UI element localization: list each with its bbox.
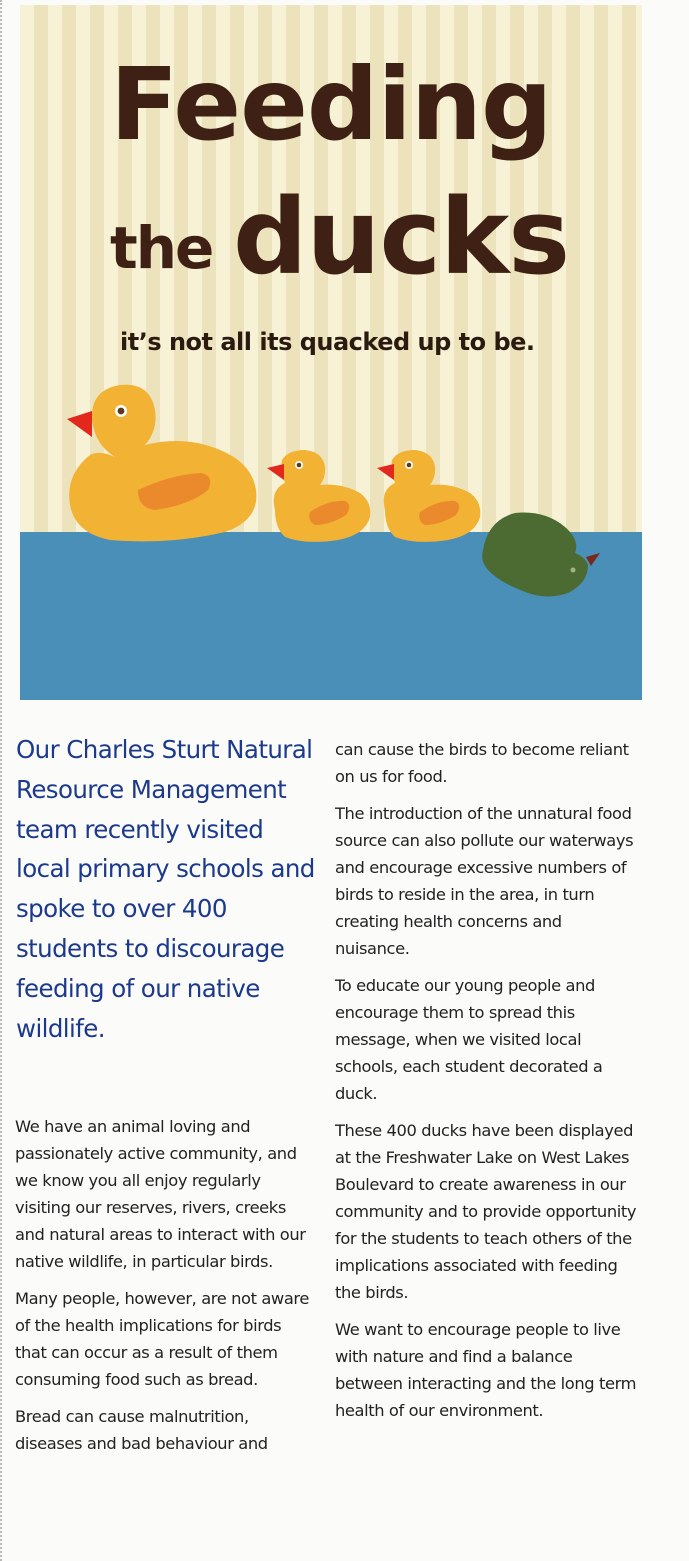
poster-title-ducks: ducks (233, 176, 570, 298)
paragraph: We have an animal loving and passionately active community, and we know you all enjoy regularly visiting our reserves, rivers, creeks and natural areas to interact with our native wildlife, in particular birds. (15, 1117, 306, 1271)
paragraph: These 400 ducks have been displayed at the Freshwater Lake on West Lakes Boulevard to create awareness in our community and to provide opportunity for the students to teach others of the implications associated with feeding the birds. (335, 1121, 637, 1302)
poster-tagline: it’s not all its quacked up to be. (120, 328, 535, 356)
article-left-column (15, 1113, 315, 1467)
paragraph: can cause the birds to become reliant on us for food. (335, 740, 629, 786)
paragraph: The introduction of the unnatural food source can also pollute our waterways and encourage excessive numbers of birds to reside in the area, in turn creating health concerns and nuisance. (335, 804, 634, 958)
article-intro: Our Charles Sturt Natural Resource Management team recently visited local primary schools and spoke to over 400 students to discourage feeding of our native wildlife. (16, 735, 315, 1043)
poster-title-feeding: Feeding (110, 46, 552, 163)
article-right-column (335, 736, 640, 1434)
paragraph: We want to encourage people to live with nature and find a balance between interacting and the long term health of our environment. (335, 1320, 637, 1420)
poster-title-the: the (110, 214, 213, 282)
paragraph: To educate our young people and encourage them to spread this message, when we visited local schools, each student decorated a duck. (335, 976, 603, 1103)
paragraph: Many people, however, are not aware of the health implications for birds that can occur as a result of them consuming food such as bread. (15, 1289, 309, 1389)
paragraph: Bread can cause malnutrition, diseases and bad behaviour and (15, 1407, 268, 1453)
